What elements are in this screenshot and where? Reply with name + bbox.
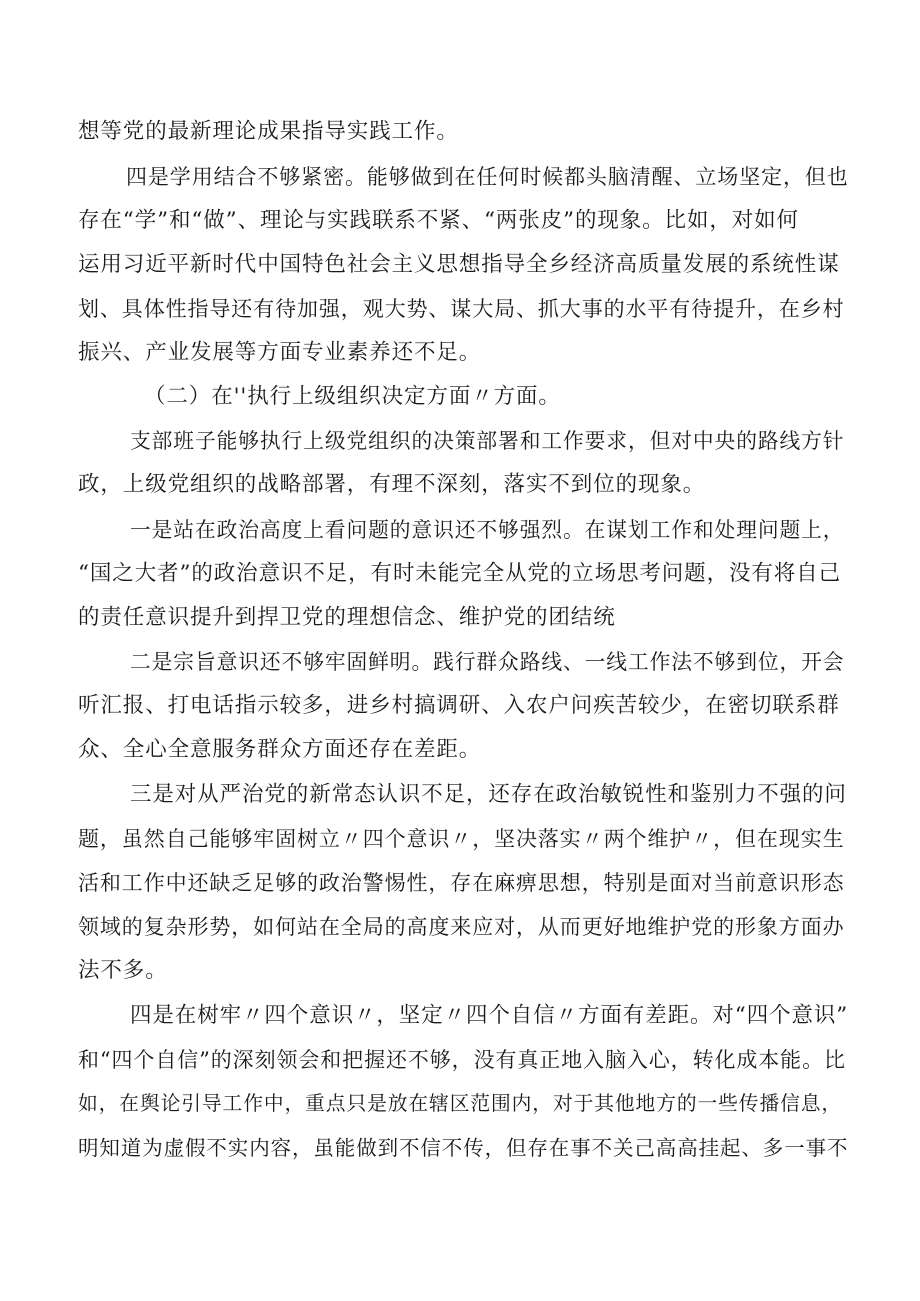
text-line: 存在“学”和“做”、理论与实践联系不紧、“两张皮”的现象。比如，对如何	[78, 208, 799, 233]
text-line: 一是站在政治高度上看问题的意识还不够强烈。在谋划工作和处理问题上，	[130, 518, 845, 542]
text-line: 活和工作中还缺乏足够的政治警惕性，存在麻痹思想，特别是面对当前意识形态	[78, 871, 845, 895]
text-line: 法不多。	[78, 958, 168, 983]
text-line: 题，虽然自己能够牢固树立〃四个意识〃，坚决落实〃两个维护〃，但在现实生	[78, 827, 845, 851]
text-line: 二是宗旨意识还不够牢固鲜明。践行群众路线、一线工作法不够到位，开会	[130, 650, 845, 674]
text-line: 四是学用结合不够紧密。能够做到在任何时候都头脑清醒、立场坚定，但也	[126, 165, 849, 189]
text-line: “国之大者”的政治意识不足，有时未能完全从党的立场思考问题，没有将自己	[78, 561, 841, 586]
text-line: 众、全心全意服务群众方面还存在差距。	[78, 737, 482, 762]
text-line: 如，在舆论引导工作中，重点只是放在辖区范围内，对于其他地方的一些传播信息，	[78, 1092, 843, 1115]
text-line: 支部班子能够执行上级党组织的决策部署和工作要求，但对中央的路线方针	[130, 429, 845, 453]
text-line: 运用习近平新时代中国特色社会主义思想指导全乡经济高质量发展的系统性谋	[78, 252, 840, 277]
text-line: 划、具体性指导还有待加强，观大势、谋大局、抓大事的水平有待提升，在乡村	[78, 297, 845, 321]
text-line: 振兴、产业发展等方面专业素养还不足。	[78, 340, 482, 365]
text-line: 明知道为虚假不实内容，虽能做到不信不传，但存在事不关己高高挂起、多一事不	[78, 1136, 849, 1160]
text-line: 政，上级党组织的战略部署，有理不深刻，落实不到位的现象。	[78, 472, 706, 497]
text-line: 想等党的最新理论成果指导实践工作。	[78, 119, 459, 144]
text-line: 四是在树牢〃四个意识〃，坚定〃四个自信〃方面有差距。对“四个意识”	[130, 1003, 849, 1028]
section-heading: （二）在''执行上级组织决定方面〃方面。	[144, 384, 561, 409]
text-line: 和“四个自信”的深刻领会和把握还不够，没有真正地入脑入心，转化成本能。比	[78, 1048, 846, 1072]
text-line: 听汇报、打电话指示较多，进乡村搞调研、入农户问疾苦较少，在密切联系群	[78, 693, 840, 718]
text-line: 的责任意识提升到捍卫党的理想信念、维护党的团结统	[78, 605, 616, 630]
text-line: 三是对从严治党的新常态认识不足，还存在政治敏锐性和鉴别力不强的问	[130, 782, 847, 807]
text-line: 领域的复杂形势，如何站在全局的高度来应对，从而更好地维护党的形象方面办	[78, 915, 845, 939]
